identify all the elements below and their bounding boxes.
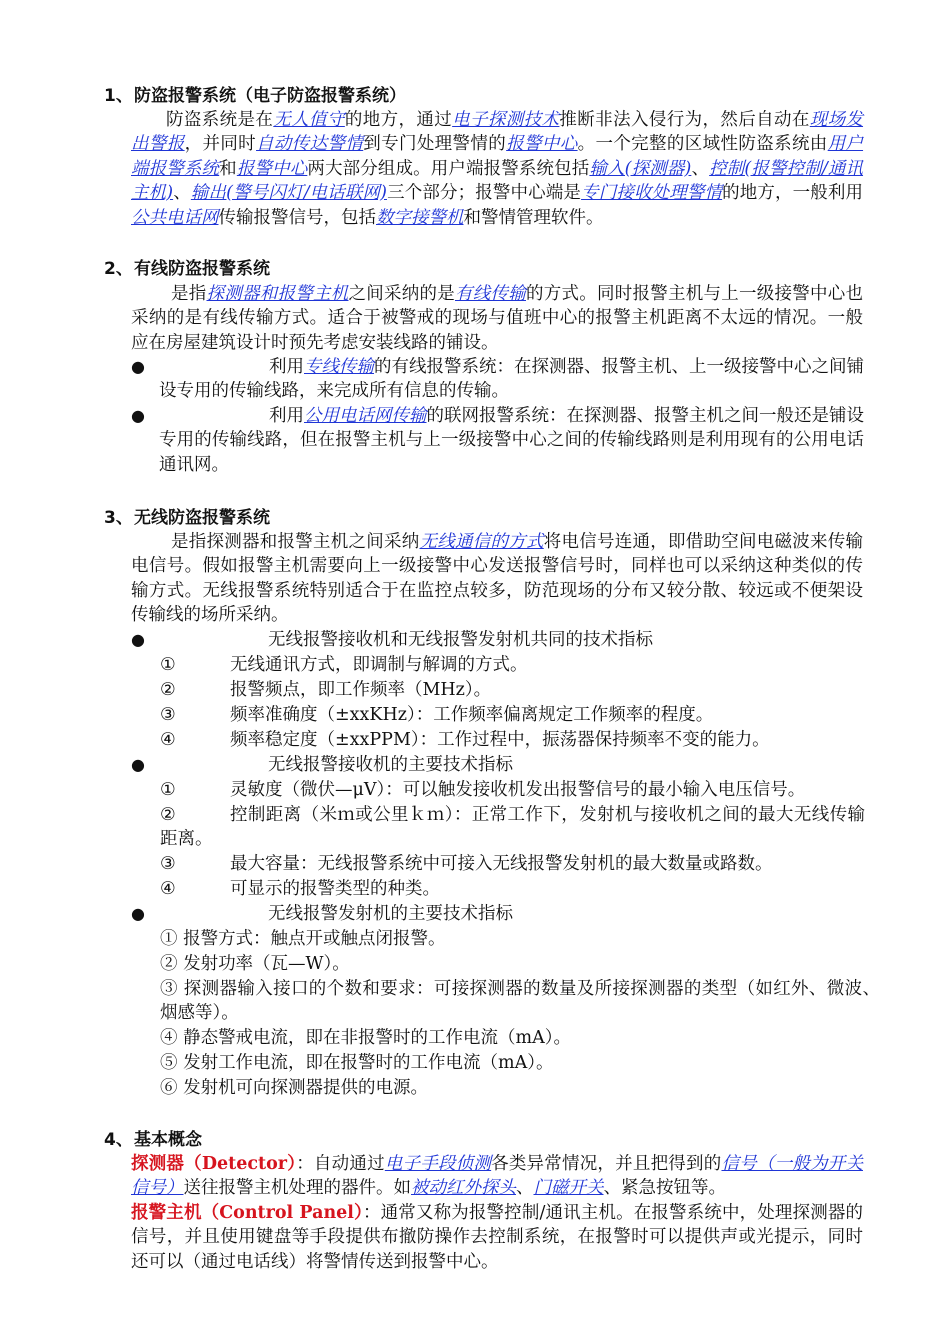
bullet-label: 无线报警发射机的主要技术指标 xyxy=(268,904,513,924)
item-text: 频率稳定度（±xxPPM）：工作过程中，振荡器保持频率不变的能力。 xyxy=(230,730,770,750)
item-text: 报警频点，即工作频率（MHz）。 xyxy=(230,680,492,700)
text-run: 的地方，通过 xyxy=(344,110,453,130)
item-number: ① xyxy=(160,655,176,675)
item-text: 可显示的报警类型的种类。 xyxy=(230,879,440,899)
item-text: 灵敏度（微伏—μV）：可以触发接收机发出报警信号的最小输入电压信号。 xyxy=(230,780,806,800)
text-run: 的联网报警系统：在探测器、报警主机之间一般还是铺设专用的传输线路，但在报警主机与上一级接警中心之间的传输线路则是利用现有的公用电话通讯网。 xyxy=(159,406,864,475)
hyperlink-term[interactable]: 电子手段侦测 xyxy=(384,1154,492,1174)
text-run: 三个部分；报警中心端是 xyxy=(386,183,582,204)
text-run: 是指 xyxy=(171,284,207,304)
numbered-item xyxy=(160,1076,880,1100)
item-number: ② xyxy=(160,805,176,825)
text-run: 之间采纳的是 xyxy=(348,284,455,304)
term-label: 报警主机（Control Panel） xyxy=(131,1203,363,1223)
section-1-heading xyxy=(104,84,406,108)
text-run: 的有线报警系统：在探测器、报警主机、上一级接警中心之间铺设专用的传输线路，来完成所有信息的传输。 xyxy=(159,357,864,402)
item-text xyxy=(160,803,865,852)
item-text: ① 报警方式：触点开或触点闭报警。 xyxy=(160,929,446,949)
section-3-heading xyxy=(104,506,270,530)
item-text: 频率准确度（±xxKHz）：工作频率偏离规定工作频率的程度。 xyxy=(230,705,714,725)
item-number: ③ xyxy=(160,854,176,874)
hyperlink-term[interactable]: 公共电话网 xyxy=(131,207,219,228)
bullet-icon: ● xyxy=(131,630,145,649)
item-number: ④ xyxy=(160,730,176,750)
hyperlink-term[interactable]: 电子探测技术 xyxy=(452,110,560,130)
text-run: 利用 xyxy=(269,357,304,377)
text-run: 推断非法入侵行为，然后自动在 xyxy=(559,110,810,130)
item-text: ③ 探测器输入接口的个数和要求：可接探测器的数量及所接探测器的类型（如红外、微波、烟感等）。 xyxy=(160,979,880,1024)
hyperlink-term[interactable]: 门磁开关 xyxy=(533,1178,604,1199)
hyperlink-term[interactable]: 报警中心 xyxy=(236,158,308,179)
bullet-label: 无线报警接收机的主要技术指标 xyxy=(268,755,513,775)
hyperlink-term[interactable]: 专线传输 xyxy=(304,357,374,377)
item-text: 最大容量：无线报警系统中可接入无线报警发射机的最大数量或路数。 xyxy=(230,854,773,874)
bullet-icon: ● xyxy=(131,755,145,774)
numbered-item xyxy=(160,1026,880,1050)
text-run: 是指探测器和报警主机之间采纳 xyxy=(171,532,420,552)
hyperlink-term[interactable]: 无人值守 xyxy=(273,110,345,130)
item-text-content: 控制距离（米ｍ或公里ｋｍ）：正常工作下，发射机与接收机之间的最大无线传输距离。 xyxy=(160,805,865,850)
text-run: 防盗系统是在 xyxy=(166,110,274,130)
item-number: ① xyxy=(160,780,176,800)
bullet-label: 无线报警接收机和无线报警发射机共同的技术指标 xyxy=(268,630,653,650)
item-number: ② xyxy=(160,680,176,700)
section-1-paragraph xyxy=(131,108,863,230)
section-number: 2、 xyxy=(104,259,133,279)
hyperlink-term[interactable]: 用户端报警系统 xyxy=(131,134,864,179)
section-number: 3、 xyxy=(104,508,133,528)
section-3-paragraph xyxy=(131,530,863,628)
text-run: 的地方，一般利用 xyxy=(722,183,864,204)
item-text: ⑥ 发射机可向探测器提供的电源。 xyxy=(160,1078,429,1098)
text-run: 两大部分组成。用户端报警系统包括 xyxy=(307,158,590,179)
section-4-heading xyxy=(104,1128,202,1152)
section-title: 有线防盗报警系统 xyxy=(134,259,270,279)
text-run: 和警情管理软件。 xyxy=(463,207,604,228)
bullet-icon: ● xyxy=(131,406,145,425)
item-number: ④ xyxy=(160,879,176,899)
bullet-text xyxy=(159,355,864,404)
section-title: 无线防盗报警系统 xyxy=(134,508,270,528)
section-number: 4、 xyxy=(104,1130,133,1150)
hyperlink-term[interactable]: 报警中心 xyxy=(506,134,578,155)
text-run: ：自动通过 xyxy=(296,1154,385,1174)
bullet-text xyxy=(159,404,864,477)
text-run: 的方式。同时报警主机与上一级接警中心也采纳的是有线传输方式。适合于被警戒的现场与值班中心的报警主机距离不太远的情况。一般应在房屋建筑设计时预先考虑安装线路的铺设。 xyxy=(131,284,863,353)
hyperlink-term[interactable]: 数字接警机 xyxy=(376,207,464,228)
text-run: 、紧急按钮等。 xyxy=(603,1178,726,1199)
term-label: 探测器（Detector） xyxy=(131,1154,297,1174)
text-run: 。一个完整的区域性防盗系统由 xyxy=(577,134,828,155)
section-title: 防盗报警系统（电子防盗报警系统） xyxy=(134,86,406,106)
hyperlink-term[interactable]: 信号（一般为开关信号） xyxy=(131,1154,863,1199)
text-run: ，并同时 xyxy=(184,134,257,155)
text-run: 利用 xyxy=(269,406,304,426)
hyperlink-term[interactable]: 控制(报警控制/通讯主机) xyxy=(131,158,864,204)
text-run: 、 xyxy=(691,158,710,179)
hyperlink-term[interactable]: 输出(警号闪灯/电话联网) xyxy=(190,183,387,204)
text-run: 传输报警信号，包括 xyxy=(218,207,376,228)
text-run: 各类异常情况，并且把得到的 xyxy=(491,1154,722,1174)
text-run: 将电信号连通，即借助空间电磁波来传输电信号。假如报警主机需要向上一级接警中心发送报警信号时，同样也可以采纳这种类似的传输方式。无线报警系统特别适合于在监控点较多，防范现场的分布又较分散、较远或不便架设传输线的场所采纳。 xyxy=(131,532,863,626)
item-text: 无线通讯方式，即调制与解调的方式。 xyxy=(230,655,528,675)
definition-control-panel xyxy=(131,1201,863,1274)
item-text: ⑤ 发射工作电流，即在报警时的工作电流（mA）。 xyxy=(160,1053,554,1073)
text-run: 、 xyxy=(173,183,191,204)
hyperlink-term[interactable]: 自动传达警情 xyxy=(256,134,364,155)
section-number: 1、 xyxy=(104,86,133,106)
hyperlink-term[interactable]: 专门接收处理警情 xyxy=(581,183,723,204)
numbered-item xyxy=(160,952,880,976)
hyperlink-term[interactable]: 被动红外探头 xyxy=(411,1178,516,1199)
item-text: ② 发射功率（瓦—W）。 xyxy=(160,954,350,974)
hyperlink-term[interactable]: 输入(探测器) xyxy=(589,158,692,179)
hyperlink-term[interactable]: 有线传输 xyxy=(455,284,526,304)
bullet-icon: ● xyxy=(131,357,145,376)
hyperlink-term[interactable]: 无线通信的方式 xyxy=(419,532,544,552)
section-title: 基本概念 xyxy=(134,1130,202,1150)
definition-detector xyxy=(131,1152,863,1201)
bullet-icon: ● xyxy=(131,904,145,923)
text-run: 、 xyxy=(516,1178,534,1199)
hyperlink-term[interactable]: 现场发出警报 xyxy=(131,110,864,155)
section-2-heading xyxy=(104,257,270,281)
item-text: ④ 静态警戒电流，即在非报警时的工作电流（mA）。 xyxy=(160,1028,572,1048)
numbered-item xyxy=(160,977,880,1026)
text-run: 送往报警主机处理的器件。如 xyxy=(183,1178,411,1199)
hyperlink-term[interactable]: 探测器和报警主机 xyxy=(206,284,349,304)
text-run: 和 xyxy=(219,158,237,179)
numbered-item xyxy=(160,927,880,951)
item-number: ③ xyxy=(160,705,176,725)
text-run: 到专门处理警情的 xyxy=(363,134,507,155)
section-2-paragraph xyxy=(131,282,863,355)
numbered-item xyxy=(160,1051,880,1075)
text-run: ：通常又称为报警控制/通讯主机。在报警系统中，处理探测器的信号，并且使用键盘等手段提供布撤防操作去控制系统，在报警时可以提供声或光提示，同时还可以（通过电话线）将警情传送到报警中心。 xyxy=(131,1203,863,1272)
hyperlink-term[interactable]: 公用电话网传输 xyxy=(304,406,427,426)
